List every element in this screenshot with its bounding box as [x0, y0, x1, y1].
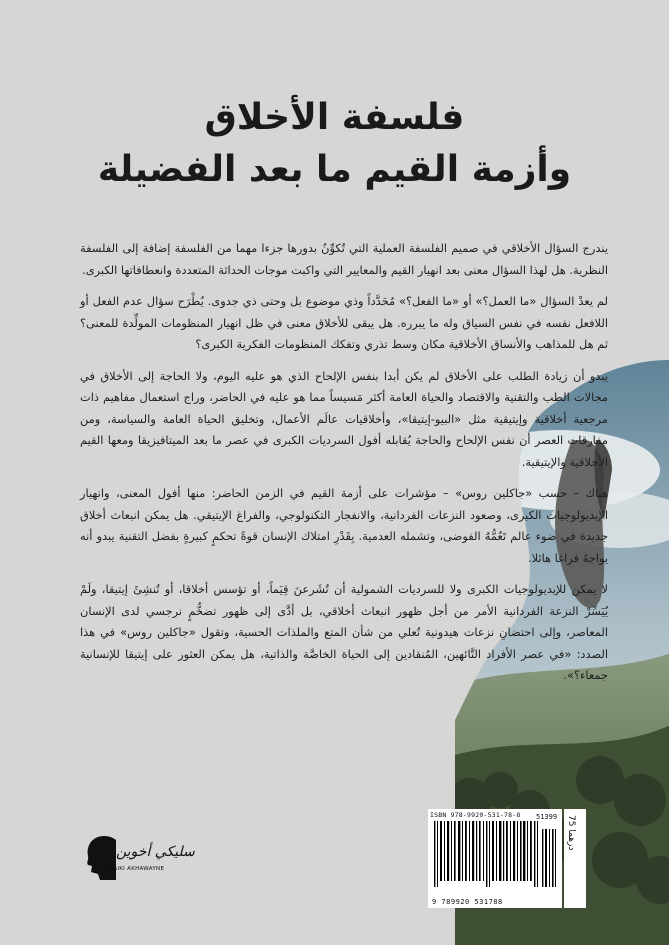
profile-head-icon — [80, 832, 120, 882]
blurb — [80, 238, 608, 697]
blurb-paragraph-4: هناك – حسب «جاكلين روس» – مؤشرات على أزمة القيم في الزمن الحاضر: منها أفول المعنى، وانهيار الإيديولوجيات الكبرى، وصعود النزعات الفردانية، والانفجار التكنولوجي، والفراغ الإيتيقي. هل يمكن انبعاث أخلاق جديدة في ضوء عالم تَعُمُّهُ الفوضى، وتشمله العدمية. بِقَدْرِ امتلاك الإنسان قوةً تحكمٍ كبيرةٍ بفضل التقنية يبدو أنه يواجهُ فراغا هائلا. — [80, 486, 608, 565]
blurb-paragraph-1: يندرج السؤال الأخلاقي في صميم الفلسفة العملية التي تُكوِّنُ بدورها جزءا مهما من الفلسفة إضافة إلى الفلسفة النظرية. هل لهذا السؤال معنى بعد انهيار القيم والمعايير التي واكبت موجات الحداثة المتعددة وانعطافاتها الكبرى. — [80, 241, 608, 277]
blurb-paragraph-3: يبدو أن زيادة الطلب على الأخلاق لم يكن أبدا بنفس الإلحاح الذي هو عليه اليوم، ولا الحاجة إلى الأخلاق في مجالات الطب والتقنية والاقتصاد والحياة العامة أكثر مَسيساً مما هو عليه في الحاضر، وراج استعمال مفاهيم ذات مرجعية أخلاقية وإيتيقية مثل «البيو-إيتيقا»، وأخلاقيات عالَم الأعمال، وتخليق الحياة العامة والسياسة، ومن مفارقات العصر أن نفس الإلحاح والحاجة يُقابله أفول السرديات الكبرى في عصر ما بعد الميتافيزيقا ومعها القيم الأخلاقية والإيتيقية. — [80, 368, 608, 469]
barcode — [428, 809, 562, 908]
price-tag — [564, 809, 586, 908]
price-label: 75 درهما — [566, 815, 576, 851]
isbn-label: ISBN 978-9920-531-78-8 — [430, 811, 521, 819]
price-addon-code: 51399 — [536, 813, 558, 821]
blurb-paragraph-2: لم يعدْ السؤال «ما العمل؟» أو «ما الفعل؟» مُحَدَّداً وذي موضوع بل وحتى ذي جدوى. يُطْرَح سؤال عدم الفعل أو اللافعل نفسه في نفس السياق وله ما يبرره. هل يبقى للأخلاق معنى في ظل انهيار المنظومات المولِّدة للمعنى؟ ثم هل للمذاهب والأنساق الأخلاقية مكان وسط تذري وتفكك المنظومات الفكرية الكبرى؟ — [80, 294, 608, 351]
publisher-latin-name: SLAIKI AKHAWAYNE — [106, 866, 165, 872]
title-line-2: وأزمة القيم ما بعد الفضيلة — [97, 149, 572, 190]
barcode-bars — [432, 821, 558, 893]
publisher-name: سليكي أخوين — [116, 844, 195, 860]
ean-number: 9 789920 531788 — [432, 898, 503, 906]
title-line-1: فلسفة الأخلاق — [204, 97, 465, 138]
book-title — [0, 92, 669, 196]
blurb-paragraph-5: لا يمكن للإيديولوجيات الكبرى ولا للسرديات الشمولية أن تُشَرعنَ قِيَماً، أو تؤسس أخلاقا، أو تُنشِئَ إيتيقا، ولَمْ يُيَسِّرْ النزعة الفردانية الأمر من أجل ظهور انبعاث أخلاقي، بل أدَّى إلى ظهور تضخُّمٍ نرجسي لدى الإنسان المعاصر، وإلى احتضانِ نزعات هيدونية تُعلي من شأن المتع والملذات الحسية، وتقول «جاكلين روس» في هذا الصدد: «في عصر الأفراد التَّائهين، المُنقادين إلى الحياة الخاصَّة والذاتية، هل يمكن العثور على إيتيقا للإنسانية جمعاء؟». — [80, 582, 608, 682]
